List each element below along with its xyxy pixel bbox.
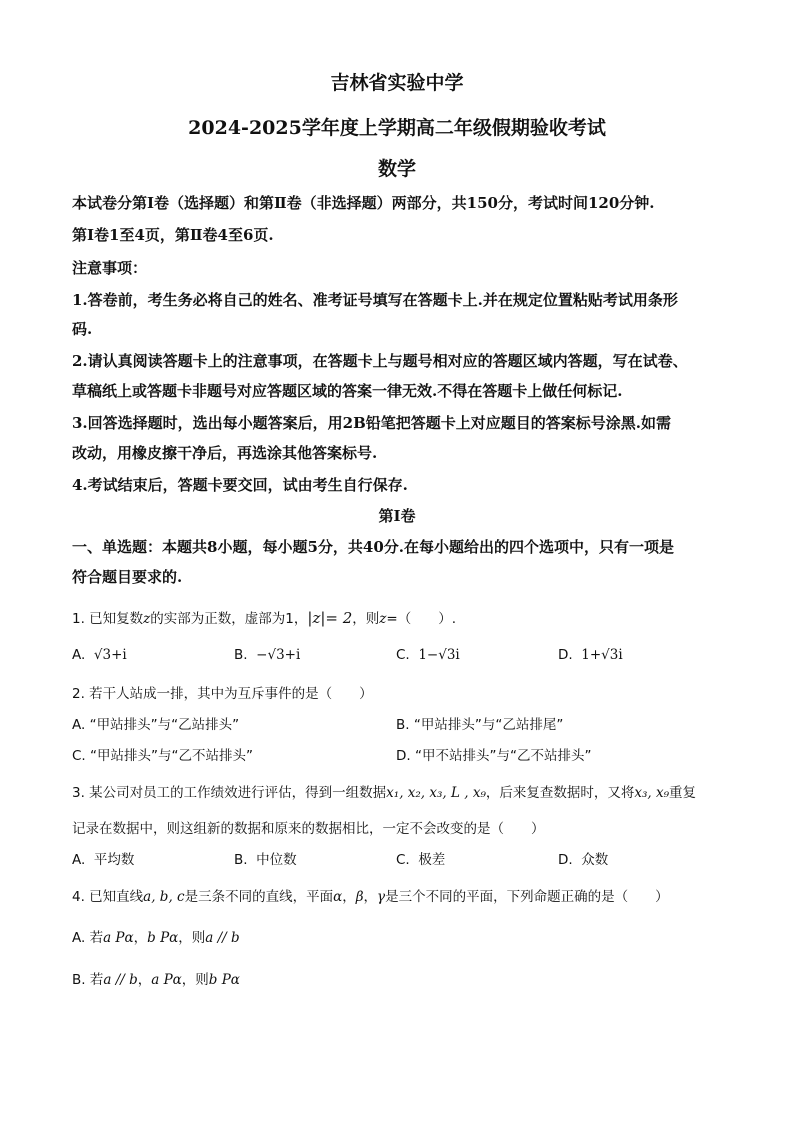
option-label: B. 若 [72,972,104,988]
q2-option-b[interactable] [396,713,563,733]
note-3b: 改动，用橡皮擦干净后，再选涂其他答案标号. [72,444,378,462]
option-label: A. 若 [72,930,104,946]
intro-line-1: 本试卷分第Ⅰ卷（选择题）和第Ⅱ卷（非选择题）两部分，共150分，考试时间120分钟. [72,194,655,212]
option-text: 1+√3i [581,647,623,663]
option-label: C. [396,647,410,663]
option-sep: ， [133,930,148,946]
notice-title: 注意事项： [72,259,148,277]
option-label: D. [558,852,573,868]
q3-option-c[interactable] [396,848,445,868]
option-label: A. [72,852,86,868]
q4-text-c: 是三个不同的平面，下列命题正确的是（ ） [385,889,669,905]
question-4-stem [72,885,732,905]
q1-tail: ，则 [352,611,380,627]
option-label: B. [234,852,248,868]
subject-title: 数学 [377,158,416,180]
note-2b: 草稿纸上或答题卡非题号对应答题区域的答案一律无效.不得在答题卡上做任何标记. [72,382,623,400]
q4-beta: β [355,889,364,905]
q4-gamma: γ [377,889,386,905]
q2-option-a[interactable] [72,713,239,733]
q2-option-d[interactable] [396,744,591,764]
note-1a: 1.答卷前，考生务必将自己的姓名、准考证号填写在答题卡上.并在规定位置粘贴考试用条形 [72,291,678,309]
option-math: b Pα [147,930,179,946]
option-text: “甲站排头”与“乙站排尾” [413,717,564,733]
section-title: 第Ⅰ卷 [378,507,416,525]
option-text: 中位数 [256,852,297,868]
option-text: “甲站排头”与“乙不站排头” [90,748,253,764]
option-label: B. [234,647,248,663]
question-1-stem [72,607,732,627]
intro-line-2: 第Ⅰ卷1至4页，第Ⅱ卷4至6页. [72,226,274,244]
option-math: a Pα [151,972,182,988]
q1-option-a[interactable] [72,647,127,663]
q1-option-b[interactable] [234,647,300,663]
option-text: 极差 [418,852,446,868]
option-math: a // b [205,930,240,946]
option-math: a Pα [103,930,134,946]
q3-repeat: x₃, x₉ [634,785,670,801]
q4-alpha: α [333,889,343,905]
option-text: 1−√3i [418,647,460,663]
q3-text-b: ，后来复查数据时，又将 [485,785,635,801]
section-heading-2: 符合题目要求的. [72,568,183,586]
option-label: D. [396,748,411,764]
option-label: C. [396,852,410,868]
option-text: ，则 [181,972,209,988]
note-4: 4.考试结束后，答题卡要交回，试由考生自行保存. [72,476,408,494]
q4-sep-2: ， [363,889,378,905]
option-label: A. [72,647,86,663]
q3-option-d[interactable] [558,848,608,868]
question-2-stem: 2. 若干人站成一排，其中为互斥事件的是（ ） [72,686,373,702]
option-label: C. [72,748,86,764]
q1-var: z [143,611,151,627]
q1-mid: 的实部为正数，虚部为1， [150,611,308,627]
option-text: ，则 [178,930,206,946]
q4-sep-1: ， [342,889,356,905]
q1-var-2: z [379,611,387,627]
option-math: b Pα [208,972,240,988]
q3-option-b[interactable] [234,848,297,868]
option-text: 众数 [581,852,609,868]
q4-option-b[interactable] [72,968,240,988]
q3-data: x₁, x₂, x₃, L , x₉ [386,785,486,801]
q1-prefix: 1. 已知复数 [72,611,144,627]
option-text: “甲站排头”与“乙站排头” [89,717,240,733]
question-3-stem [72,781,732,801]
note-3a: 3.回答选择题时，选出每小题答案后，用2B铅笔把答题卡上对应题目的答案标号涂黑.如需 [72,414,672,432]
q4-text-a: 4. 已知直线 [72,889,144,905]
q1-tail2: =（ ）. [386,611,457,627]
q3-text-c: 重复 [669,785,697,801]
q4-lines: a, b, c [143,889,185,905]
option-text: “甲不站排头”与“乙不站排头” [414,748,592,764]
q3-option-a[interactable] [72,848,134,868]
option-label: A. [72,717,86,733]
note-1b: 码. [72,320,93,338]
q1-option-d[interactable] [558,647,623,663]
q3-text-a: 3. 某公司对员工的工作绩效进行评估，得到一组数据 [72,785,387,801]
section-heading-1: 一、单选题：本题共8小题，每小题5分，共40分.在每小题给出的四个选项中，只有一项是 [72,538,674,556]
option-label: D. [558,647,573,663]
option-math: a // b [103,972,138,988]
school-title: 吉林省实验中学 [330,72,464,94]
option-label: B. [396,717,410,733]
question-3-line-2: 记录在数据中，则这组新的数据和原来的数据相比，一定不会改变的是（ ） [72,821,545,837]
q4-option-a[interactable] [72,926,240,946]
option-text: −√3+i [256,647,301,663]
option-sep: ， [137,972,152,988]
note-2a: 2.请认真阅读答题卡上的注意事项，在答题卡上与题号相对应的答题区域内答题，写在试卷、 [72,352,688,370]
q1-option-c[interactable] [396,647,460,663]
q1-abs: |z|= 2 [307,609,353,627]
option-text: 平均数 [93,852,135,868]
q2-option-c[interactable] [72,744,253,764]
exam-title: 2024-2025学年度上学期高二年级假期验收考试 [188,117,606,139]
option-text: √3+i [93,647,127,663]
q4-text-b: 是三条不同的直线，平面 [184,889,334,905]
